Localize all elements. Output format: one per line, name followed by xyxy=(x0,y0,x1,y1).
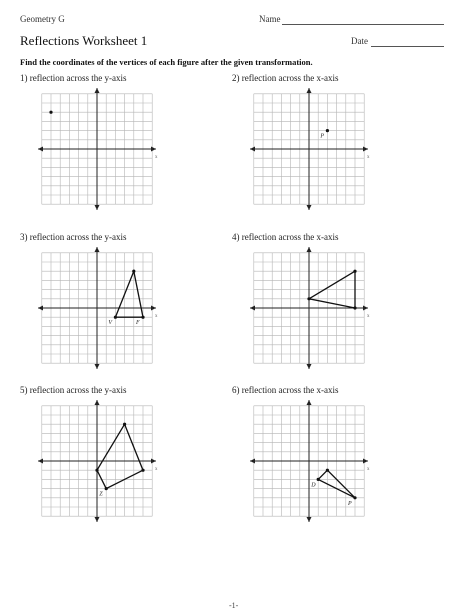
vertex-point xyxy=(353,270,356,273)
x-axis-arrow-right xyxy=(151,147,156,152)
name-label: Name xyxy=(259,14,281,24)
problem-3-graph xyxy=(34,245,160,371)
vertex-point xyxy=(353,496,356,499)
y-axis-arrow-down xyxy=(95,364,100,369)
vertex-point xyxy=(326,469,329,472)
problem-6-graph xyxy=(246,398,372,524)
vertex-point xyxy=(105,487,108,490)
x-axis-arrow-left xyxy=(250,147,255,152)
x-axis-arrow-right xyxy=(363,306,368,311)
vertex-label: F xyxy=(136,320,140,327)
problem-2-graph xyxy=(246,86,372,212)
x-axis-label: x xyxy=(155,467,158,472)
name-field[interactable] xyxy=(282,14,444,25)
problem-2-label: 2) reflection across the x-axis xyxy=(232,73,339,83)
x-axis-arrow-right xyxy=(363,147,368,152)
x-axis-arrow-left xyxy=(38,459,43,464)
problem-1-label: 1) reflection across the y-axis xyxy=(20,73,127,83)
vertex-point xyxy=(317,478,320,481)
x-axis-label: x xyxy=(367,314,370,319)
figure-outline xyxy=(115,271,143,317)
vertex-point xyxy=(326,129,329,132)
problem-3-label: 3) reflection across the y-axis xyxy=(20,232,127,242)
x-axis-label: x xyxy=(155,314,158,319)
vertex-point xyxy=(353,306,356,309)
vertex-point xyxy=(141,469,144,472)
y-axis-arrow-down xyxy=(95,205,100,210)
date-label: Date xyxy=(351,36,368,46)
problem-4-label: 4) reflection across the x-axis xyxy=(232,232,339,242)
y-axis-arrow-up xyxy=(95,400,100,405)
y-axis-arrow-down xyxy=(307,517,312,522)
vertex-label: P xyxy=(348,500,352,507)
worksheet-title: Reflections Worksheet 1 xyxy=(20,33,148,48)
x-axis-label: x xyxy=(367,155,370,160)
x-axis-arrow-left xyxy=(38,306,43,311)
vertex-label: P xyxy=(320,133,325,140)
y-axis-arrow-down xyxy=(307,205,312,210)
x-axis-arrow-right xyxy=(151,459,156,464)
x-axis-arrow-left xyxy=(38,147,43,152)
problem-5-label: 5) reflection across the y-axis xyxy=(20,385,127,395)
vertex-point xyxy=(132,270,135,273)
figure-outline xyxy=(97,424,143,488)
y-axis-arrow-down xyxy=(307,364,312,369)
vertex-label: D xyxy=(311,482,316,489)
vertex-point xyxy=(141,316,144,319)
y-axis-arrow-up xyxy=(307,247,312,252)
vertex-point xyxy=(49,111,52,114)
x-axis-arrow-left xyxy=(250,459,255,464)
x-axis-label: x xyxy=(155,155,158,160)
x-axis-arrow-left xyxy=(250,306,255,311)
problem-1-graph xyxy=(34,86,160,212)
x-axis-label: x xyxy=(367,467,370,472)
x-axis-arrow-right xyxy=(363,459,368,464)
vertex-label: V xyxy=(108,320,113,327)
vertex-label: Z xyxy=(99,491,103,498)
vertex-point xyxy=(114,316,117,319)
y-axis-arrow-up xyxy=(307,400,312,405)
course-name: Geometry G xyxy=(20,14,65,24)
y-axis-arrow-down xyxy=(95,517,100,522)
instructions: Find the coordinates of the vertices of each figure after the given transformation. xyxy=(20,57,313,67)
vertex-point xyxy=(95,469,98,472)
vertex-point xyxy=(307,297,310,300)
y-axis-arrow-up xyxy=(95,247,100,252)
x-axis-arrow-right xyxy=(151,306,156,311)
date-field[interactable] xyxy=(371,36,444,47)
problem-6-label: 6) reflection across the x-axis xyxy=(232,385,339,395)
vertex-point xyxy=(123,423,126,426)
y-axis-arrow-up xyxy=(307,88,312,93)
page-number: -1- xyxy=(229,601,239,610)
y-axis-arrow-up xyxy=(95,88,100,93)
problem-4-graph xyxy=(246,245,372,371)
problem-5-graph xyxy=(34,398,160,524)
